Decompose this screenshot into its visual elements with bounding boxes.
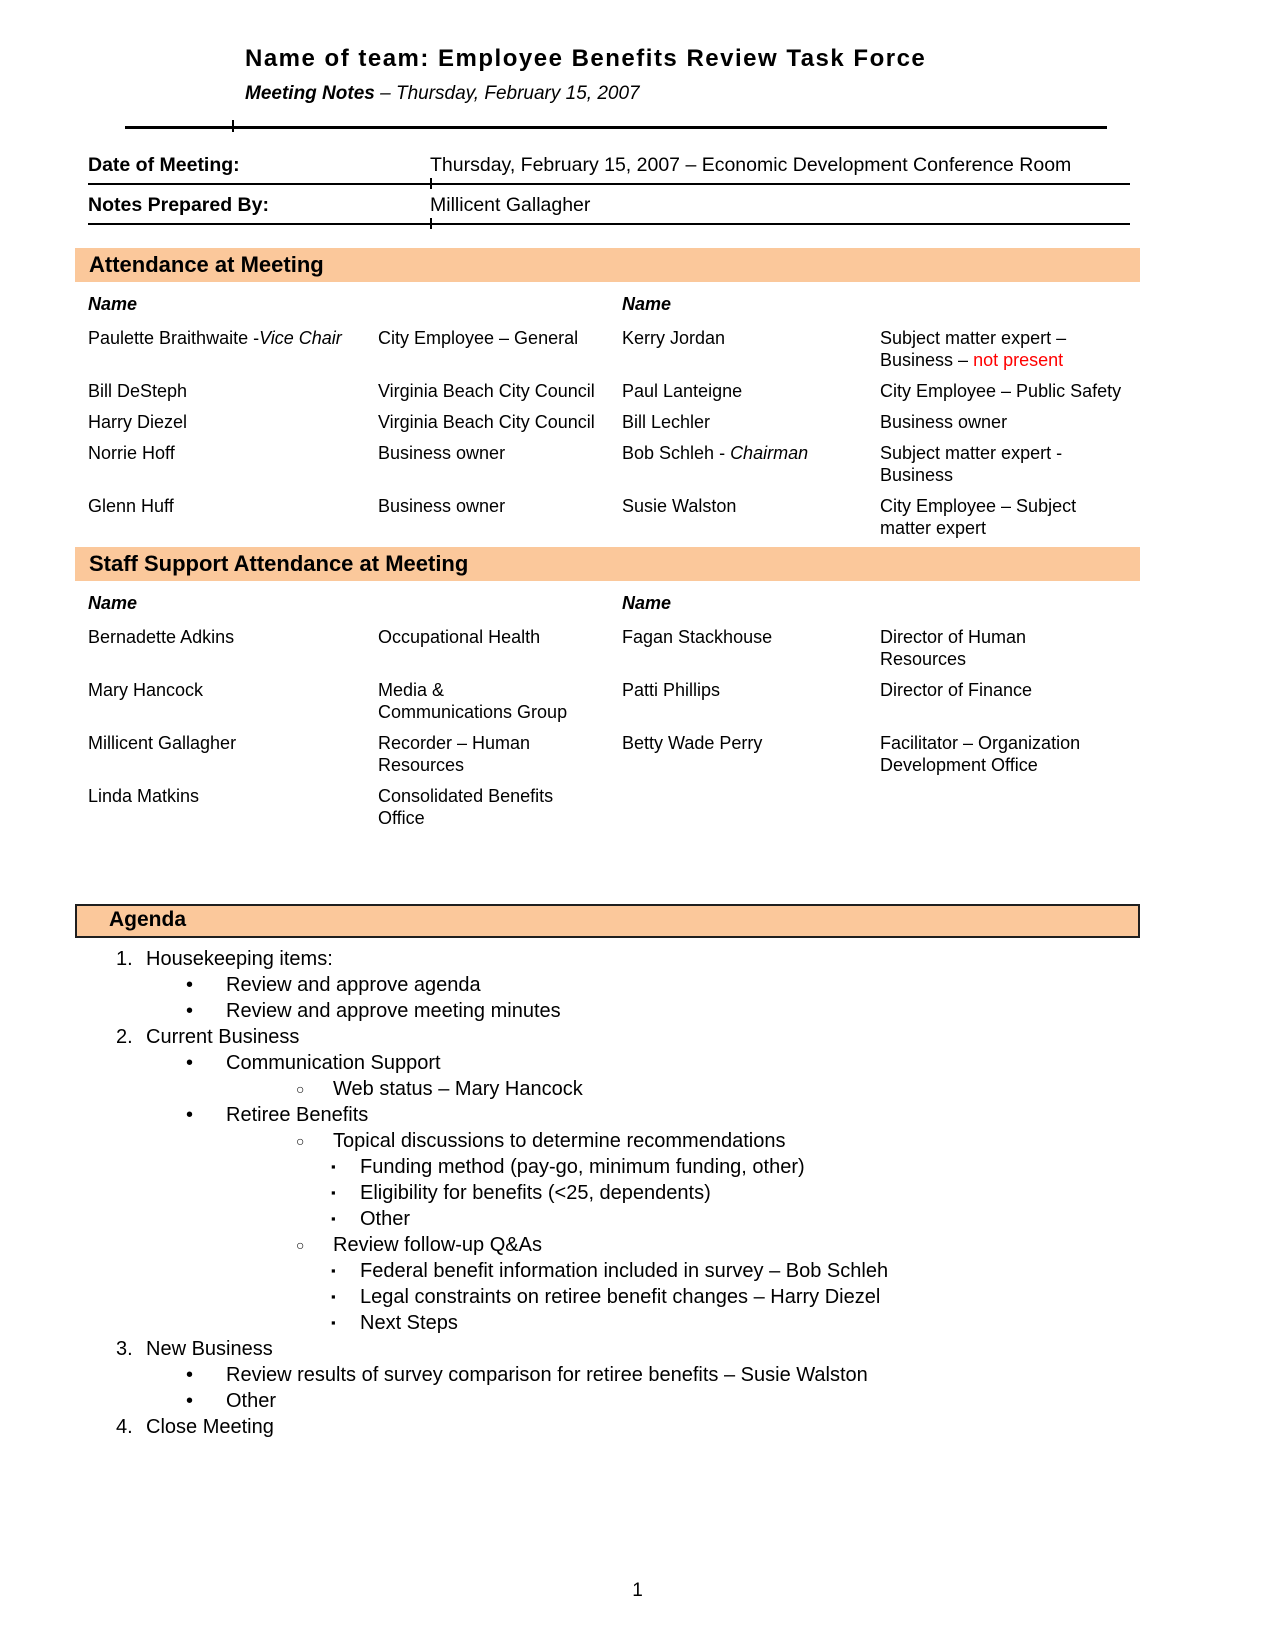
attendance-row [88, 406, 1135, 437]
cell-text: Occupational Health [378, 627, 541, 647]
staff-header-row [88, 585, 1135, 621]
bullet-icon: ▪ [331, 1159, 336, 1174]
cell-text: Subject matter expert – Business – [880, 328, 1067, 370]
attendee-name [88, 411, 378, 433]
staff-row [88, 780, 1135, 833]
agenda-item-level-2 [0, 998, 1200, 1024]
agenda-item-level-4 [0, 1284, 1200, 1310]
bullet-icon: ○ [296, 1081, 305, 1097]
attendee-role [880, 495, 1135, 539]
agenda-item-text: Funding method (pay-go, minimum funding, other) [360, 1156, 805, 1178]
attendance-row [88, 490, 1135, 543]
attendance-section-title: Attendance at Meeting [89, 252, 324, 277]
list-number: 4. [116, 1416, 133, 1438]
attendance-rows [88, 322, 1135, 543]
name-column-header: Name [88, 294, 138, 314]
agenda-section-title: Agenda [109, 908, 187, 931]
page-subtitle [245, 82, 1145, 106]
agenda-item-text: Review and approve agenda [226, 974, 481, 996]
cell-text: Bill Lechler [622, 412, 711, 432]
agenda-item-level-2 [0, 1388, 1200, 1414]
cell-text-italic: Chairman [730, 443, 809, 463]
agenda-item-level-1 [0, 1414, 1200, 1440]
cell-text: Linda Matkins [88, 786, 200, 806]
date-of-meeting-label: Date of Meeting: [88, 154, 240, 176]
meta-row-date [88, 143, 1130, 185]
attendee-role [378, 732, 622, 776]
bullet-icon: • [186, 1104, 194, 1126]
agenda-item-text: Legal constraints on retiree benefit changes – Harry Diezel [360, 1286, 881, 1308]
attendee-name [622, 626, 880, 670]
role-column-header [378, 293, 622, 315]
role-column-header [880, 293, 1135, 315]
agenda-item-text: Current Business [146, 1026, 300, 1048]
notes-prepared-by-label: Notes Prepared By: [88, 194, 269, 216]
attendee-role [378, 785, 622, 829]
cell-text: Subject matter expert - Business [880, 443, 1063, 485]
not-present-flag: not present [973, 350, 1064, 370]
agenda-item-level-1 [0, 946, 1200, 972]
staff-rows [88, 621, 1135, 833]
attendee-role [880, 411, 1135, 433]
agenda-item-text: Review follow-up Q&As [333, 1234, 542, 1256]
subtitle-meeting-notes: Meeting Notes [245, 83, 375, 104]
attendee-name [622, 679, 880, 723]
bullet-icon: • [186, 1364, 194, 1386]
bullet-icon: ▪ [331, 1263, 336, 1278]
cell-text: Facilitator – Organization Development Office [880, 733, 1081, 775]
attendee-role [378, 411, 622, 433]
staff-section-bar [75, 547, 1140, 581]
agenda-item-text: Communication Support [226, 1052, 441, 1074]
date-of-meeting-value: Thursday, February 15, 2007 – Economic Development Conference Room [430, 154, 1072, 176]
bullet-icon: • [186, 1052, 194, 1074]
cell-text: Mary Hancock [88, 680, 204, 700]
agenda-item-level-4 [0, 1180, 1200, 1206]
cell-text: City Employee – General [378, 328, 579, 348]
agenda-item-level-2 [0, 972, 1200, 998]
agenda-item-text: Other [226, 1390, 277, 1412]
agenda-item-text: Other [360, 1208, 411, 1230]
bullet-icon: • [186, 974, 194, 996]
attendee-role [378, 626, 622, 670]
attendance-row [88, 437, 1135, 490]
cell-text: Business owner [378, 443, 506, 463]
agenda-item-text: Review and approve meeting minutes [226, 1000, 561, 1022]
cell-text-italic: Vice Chair [259, 328, 342, 348]
bullet-icon: ▪ [331, 1315, 336, 1330]
attendee-name [622, 495, 880, 539]
cell-text: Harry Diezel [88, 412, 188, 432]
title-divider-line [125, 126, 1107, 129]
attendee-name [622, 327, 880, 371]
role-column-header [378, 592, 622, 614]
cell-text: Virginia Beach City Council [378, 412, 595, 432]
staff-row [88, 621, 1135, 674]
bullet-icon: ○ [296, 1237, 305, 1253]
meta-row-prepared-by [88, 185, 1130, 225]
agenda-item-level-4 [0, 1258, 1200, 1284]
title-divider-tick [232, 120, 234, 132]
page-number: 1 [632, 1580, 643, 1601]
cell-text: Director of Finance [880, 680, 1033, 700]
cell-text: Susie Walston [622, 496, 737, 516]
notes-prepared-by-value: Millicent Gallagher [430, 194, 591, 216]
agenda-list [0, 946, 1200, 1440]
staff-section-title: Staff Support Attendance at Meeting [89, 551, 469, 576]
name-column-header: Name [622, 294, 672, 314]
agenda-item-text: Web status – Mary Hancock [333, 1078, 583, 1100]
meeting-meta-table [88, 143, 1130, 225]
attendee-name [622, 732, 880, 776]
agenda-item-level-2 [0, 1362, 1200, 1388]
agenda-item-text: Next Steps [360, 1312, 458, 1334]
cell-text: City Employee – Subject matter expert [880, 496, 1077, 538]
document-header [245, 44, 1145, 106]
agenda-item-level-1 [0, 1336, 1200, 1362]
cell-text: Bill DeSteph [88, 381, 188, 401]
cell-text: Norrie Hoff [88, 443, 175, 463]
cell-text: Business owner [880, 412, 1008, 432]
cell-text: City Employee – Public Safety [880, 381, 1122, 401]
attendee-name [622, 442, 880, 486]
attendee-role [880, 442, 1135, 486]
attendee-role [880, 380, 1135, 402]
agenda-item-text: Housekeeping items: [146, 948, 333, 970]
bullet-icon: ▪ [331, 1185, 336, 1200]
attendee-role [880, 626, 1135, 670]
subtitle-date: – Thursday, February 15, 2007 [374, 83, 640, 104]
staff-table [88, 585, 1135, 833]
cell-text: Kerry Jordan [622, 328, 726, 348]
attendee-name [622, 785, 880, 829]
attendee-role [378, 442, 622, 486]
attendee-role [378, 495, 622, 539]
attendee-role [378, 327, 622, 371]
bullet-icon: • [186, 1390, 194, 1412]
agenda-item-level-2 [0, 1050, 1200, 1076]
attendee-name [622, 380, 880, 402]
staff-row [88, 674, 1135, 727]
cell-text: Millicent Gallagher [88, 733, 237, 753]
cell-text: Media & Communications Group [378, 680, 568, 722]
role-column-header [880, 592, 1135, 614]
agenda-item-level-3 [0, 1232, 1200, 1258]
attendee-name [88, 442, 378, 486]
attendee-name [88, 626, 378, 670]
agenda-item-level-4 [0, 1206, 1200, 1232]
bullet-icon: ▪ [331, 1211, 336, 1226]
attendee-role [880, 679, 1135, 723]
attendee-role [880, 732, 1135, 776]
agenda-item-level-2 [0, 1102, 1200, 1128]
page-title: Name of team: Employee Benefits Review Task Force [245, 45, 927, 72]
agenda-item-text: Eligibility for benefits (<25, dependents) [360, 1182, 711, 1204]
cell-text: Recorder – Human Resources [378, 733, 531, 775]
agenda-item-text: Topical discussions to determine recommendations [333, 1130, 786, 1152]
bullet-icon: ○ [296, 1133, 305, 1149]
cell-text: Paul Lanteigne [622, 381, 743, 401]
attendee-role [378, 380, 622, 402]
attendee-name [88, 679, 378, 723]
list-number: 3. [116, 1338, 133, 1360]
attendee-name [88, 732, 378, 776]
agenda-item-text: Close Meeting [146, 1416, 274, 1438]
list-number: 1. [116, 948, 133, 970]
agenda-section-bar [75, 904, 1140, 938]
staff-row [88, 727, 1135, 780]
attendance-row [88, 375, 1135, 406]
agenda-item-level-4 [0, 1310, 1200, 1336]
list-number: 2. [116, 1026, 133, 1048]
attendance-row [88, 322, 1135, 375]
cell-text: Paulette Braithwaite - [88, 328, 260, 348]
agenda-item-text: Review results of survey comparison for retiree benefits – Susie Walston [226, 1364, 868, 1386]
cell-text: Fagan Stackhouse [622, 627, 773, 647]
cell-text: Bob Schleh - [622, 443, 731, 463]
attendee-name [88, 495, 378, 539]
attendance-table [88, 286, 1135, 543]
agenda-item-text: Retiree Benefits [226, 1104, 369, 1126]
cell-text: Betty Wade Perry [622, 733, 763, 753]
attendee-role [378, 679, 622, 723]
agenda-item-text: Federal benefit information included in survey – Bob Schleh [360, 1260, 889, 1282]
cell-text: Glenn Huff [88, 496, 174, 516]
attendee-name [88, 327, 378, 371]
cell-text: Consolidated Benefits Office [378, 786, 554, 828]
cell-text: Virginia Beach City Council [378, 381, 595, 401]
bullet-icon: • [186, 1000, 194, 1022]
attendee-name [88, 785, 378, 829]
cell-text: Bernadette Adkins [88, 627, 235, 647]
agenda-item-level-4 [0, 1154, 1200, 1180]
cell-text: Director of Human Resources [880, 627, 1027, 669]
agenda-item-text: New Business [146, 1338, 273, 1360]
agenda-item-level-3 [0, 1128, 1200, 1154]
attendance-header-row [88, 286, 1135, 322]
attendance-section-bar [75, 248, 1140, 282]
attendee-role [880, 785, 1135, 829]
bullet-icon: ▪ [331, 1289, 336, 1304]
attendee-name [622, 411, 880, 433]
name-column-header: Name [622, 593, 672, 613]
agenda-item-level-3 [0, 1076, 1200, 1102]
cell-text: Business owner [378, 496, 506, 516]
cell-text: Patti Phillips [622, 680, 721, 700]
name-column-header: Name [88, 593, 138, 613]
attendee-name [88, 380, 378, 402]
attendee-role [880, 327, 1135, 371]
agenda-item-level-1 [0, 1024, 1200, 1050]
